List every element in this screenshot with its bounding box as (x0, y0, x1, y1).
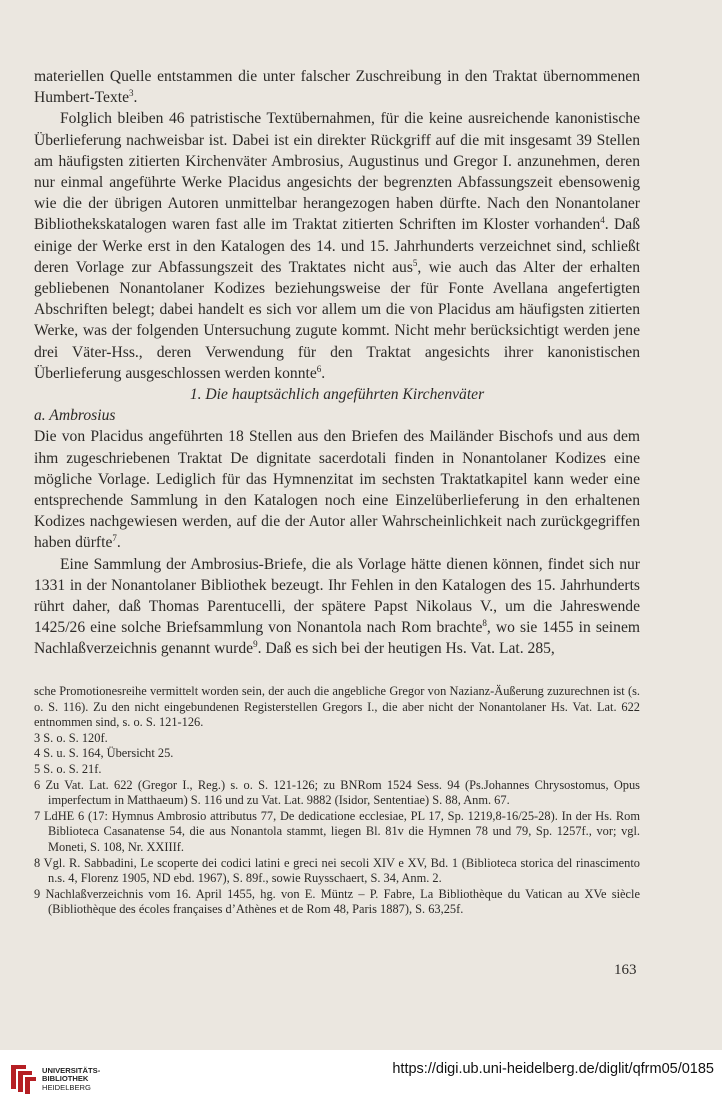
footnote-8: 8 Vgl. R. Sabbadini, Le scoperte dei codici latini e greci nei secoli XIV e XV, Bd. 1 (Biblioteca storica del rinascimento n.s. 4, Florenz 1905, ND ebd. 1967), S. 89f., sowie Ruysschaert, S. 34, Anm. 2. (34, 855, 640, 886)
page-number: 163 (614, 962, 637, 978)
footnote-ref-7: 7 (112, 533, 117, 544)
permalink-url[interactable]: https://digi.ub.uni-heidelberg.de/diglit/qfrm05/0185 (392, 1061, 714, 1077)
paragraph-4: Eine Sammlung der Ambrosius-Briefe, die als Vorlage hätte dienen können, findet sich nur 1331 in der Nonantolaner Bibliothek bezeugt. Ihr Fehlen in den Katalogen des 15. Jahrhunderts rührt daher, daß Thomas Parentucelli, der spätere Papst Nikolaus V., um die Jahreswende 1425/26 eine solche Briefsammlung von Nonantola nach Rom brachte$^8$, wo sie 1455 in seinem Nachlaßverzeichnis genannt wurde$^9$. Daß es sich bei der heutigen Hs. Vat. Lat. 285, (34, 555, 640, 658)
footnote-3: 3 S. o. S. 120f. (34, 730, 108, 745)
library-logo[interactable] (8, 1061, 148, 1095)
footnote-ref-8: 8 (482, 618, 487, 629)
footnote-ref-5: 5 (412, 257, 418, 268)
logo-line-2: BIBLIOTHEK (42, 1074, 89, 1084)
footnote-9: 9 Nachlaßverzeichnis vom 16. April 1455, hg. von E. Müntz – P. Fabre, La Bibliothèque du Vatican au XVe siècle (Bibliothèque des écoles françaises d’Athènes et de Rom 48, Paris 1887), S. 63,25f. (34, 886, 640, 917)
footnote-6: 6 Zu Vat. Lat. 622 (Gregor I., Reg.) s. o. S. 121-126; zu BNRom 1524 Sess. 94 (Ps.Johannes Chrysostomus, Opus imperfectum in Matthaeum) S. 116 und zu Vat. Lat. 9882 (Isidor, Sententiae) S. 88, Anm. 67. (34, 777, 640, 808)
footnote-continuation: sche Promotionesreihe vermittelt worden sein, der auch die angebliche Gregor von Nazianz-Äußerung zuzurechnen ist (s. o. S. 116). Zu den nicht eingebundenen Registerstellen Gregors I., die aber nicht der Nonantolaner Hs. Vat. Lat. 622 entnommen sind, s. o. S. 121-126. (34, 684, 640, 730)
logo-line-3: HEIDELBERG (42, 1082, 91, 1092)
footnote-ref-6: 6 (316, 363, 322, 374)
footer-bar (0, 1050, 722, 1106)
paragraph-3: Die von Placidus angeführten 18 Stellen aus den Briefen des Mailänder Bischofs und aus dem ihm zugeschriebenen Traktat De dignitate sacerdotali finden in Nonantolaner Kodizes eine mögliche Vorlage. Lediglich für das Hymnenzitat im sechsten Traktatkapitel kann weder eine entsprechende Sammlung in den Katalogen noch eine Einzelüberlieferung in den erhaltenen Kodizes nachgewiesen werden, auf die der Autor aller Wahrscheinlichkeit nach zurückgegriffen haben dürfte$^7$. (34, 428, 640, 552)
subsection-heading: a. Ambrosius (34, 407, 116, 425)
footnote-5: 5 S. o. S. 21f. (34, 761, 102, 776)
main-text (34, 66, 640, 660)
footnote-7: 7 LdHE 6 (17: Hymnus Ambrosio attributus 77, De dedicatione ecclesiae, PL 17, Sp. 1219,8-16/25-28). In der Hs. Rom Biblioteca Casanatense 54, die aus Nonantola stammt, liegen Bl. 81v die Hymnen 78 und 79, Sp. 1257f., vor; vgl. Moneti, S. 108, Nr. XXIIIf. (34, 808, 640, 854)
footnote-4: 4 S. u. S. 164, Übersicht 25. (34, 746, 174, 761)
footnote-ref-4: 4 (600, 215, 605, 226)
footnote-ref-3: 3 (129, 88, 134, 99)
paragraph-1: materiellen Quelle entstammen die unter falscher Zuschreibung in den Traktat übernommenen Humbert-Texte$^3$. (34, 68, 640, 107)
section-heading: 1. Die hauptsächlich angeführten Kirchenväter (189, 386, 485, 404)
paragraph-2: Folglich bleiben 46 patristische Textübernahmen, für die keine ausreichende kanonistische Überlieferung nachweisbar ist. Dabei ist ein direkter Rückgriff auf die mit insgesamt 39 Stellen am häufigsten zitierten Kirchenväter Ambrosius, Augustinus und Gregor I. anzunehmen, deren nur einmal angeführte Werke Placidus angesichts der begrenzten Abfassungszeit ebensowenig wie die der übrigen Autoren unmittelbar herangezogen haben dürfte. Nach den Nonantolaner Bibliothekskatalogen waren fast alle im Traktat zitierten Schriften im Kloster vorhanden$^4$. Daß einige der Werke erst in den Katalogen des 14. und 15. Jahrhunderts verzeichnet sind, schließt deren Vorlage zur Abfassungszeit des Traktates nicht aus$^5$, wie auch das Alter der erhalten gebliebenen Nonantolaner Kodizes beziehungsweise der für Fonte Avellana angefertigten Abschriften belegt; dabei handelt es sich vor allem um die von Placidus am häufigsten zitierten Werke, was der folgenden Untersuchung zugute kommt. Nicht mehr berücksichtigt werden jene drei Väter-Hss., deren Verwendung für den Traktat angesichts ihrer kanonistischen Überlieferung ausgeschlossen werden konnte$^6$. (34, 110, 640, 382)
library-logo-icon (8, 1061, 38, 1095)
logo-line-1: UNIVERSITÄTS- (42, 1066, 101, 1075)
footnote-ref-9: 9 (253, 639, 258, 650)
footnotes (34, 684, 640, 918)
